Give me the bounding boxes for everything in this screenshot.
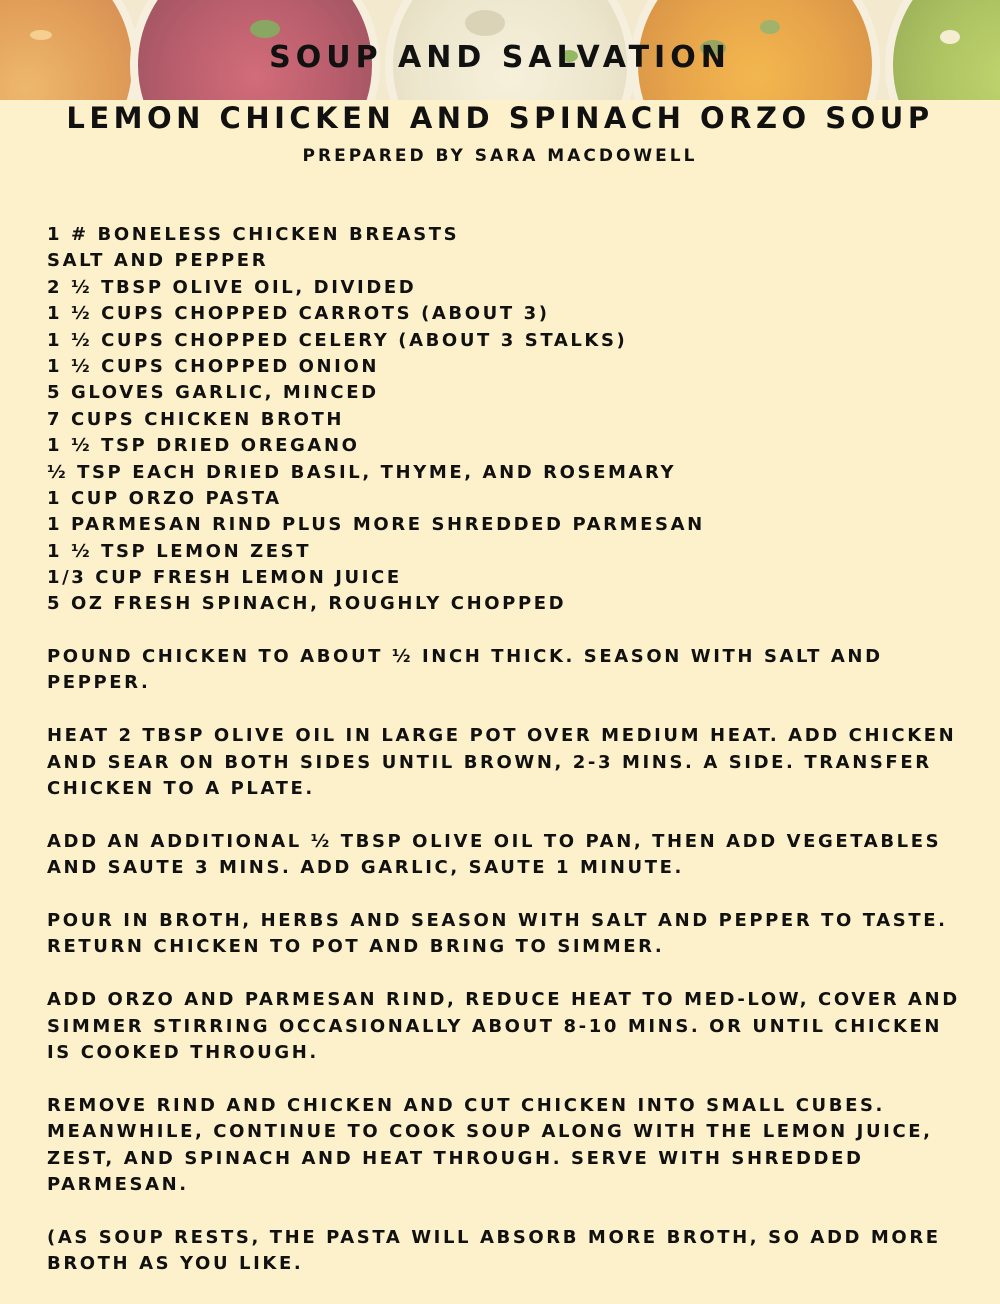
ingredient-item: 1/3 CUP FRESH LEMON JUICE xyxy=(47,567,402,589)
recipe-byline: PREPARED BY SARA MACDOWELL xyxy=(302,146,698,166)
recipe-title: LEMON CHICKEN AND SPINACH ORZO SOUP xyxy=(66,101,934,135)
ingredient-item: 1 # BONELESS CHICKEN BREASTS xyxy=(47,224,460,245)
ingredient-item: 1 PARMESAN RIND PLUS MORE SHREDDED PARMESAN xyxy=(47,514,705,536)
ingredient-item: 1 ½ CUPS CHOPPED CELERY (ABOUT 3 STALKS) xyxy=(47,329,628,351)
ingredient-item: 1 CUP ORZO PASTA xyxy=(47,487,282,509)
instruction-step: ADD AN ADDITIONAL ½ TBSP OLIVE OIL TO PAN, THEN ADD VEGETABLES AND SAUTE 3 MINS. ADD GARLIC, SAUTE 1 MINUTE. xyxy=(47,830,942,879)
ingredient-item: 1 ½ CUPS CHOPPED CARROTS (ABOUT 3) xyxy=(47,303,550,325)
ingredient-item: 1 ½ TSP DRIED OREGANO xyxy=(47,435,360,457)
ingredient-item: 1 ½ TSP LEMON ZEST xyxy=(47,540,312,562)
instruction-steps xyxy=(47,644,962,1304)
ingredient-item: 7 CUPS CHICKEN BROTH xyxy=(47,408,345,430)
ingredient-item: 2 ½ TBSP OLIVE OIL, DIVIDED xyxy=(47,276,417,298)
ingredient-item: 5 OZ FRESH SPINACH, ROUGHLY CHOPPED xyxy=(47,593,567,615)
ingredient-item: SALT AND PEPPER xyxy=(47,250,269,272)
instruction-step: (AS SOUP RESTS, THE PASTA WILL ABSORB MORE BROTH, SO ADD MORE BROTH AS YOU LIKE. xyxy=(47,1226,941,1275)
instruction-step: POUR IN BROTH, HERBS AND SEASON WITH SALT AND PEPPER TO TASTE. RETURN CHICKEN TO POT AND BRING TO SIMMER. xyxy=(47,910,948,958)
ingredient-item: ½ TSP EACH DRIED BASIL, THYME, AND ROSEMARY xyxy=(47,461,677,483)
instruction-step: POUND CHICKEN TO ABOUT ½ INCH THICK. SEASON WITH SALT AND PEPPER. xyxy=(47,646,883,694)
ingredient-list xyxy=(47,222,705,618)
ingredient-item: 1 ½ CUPS CHOPPED ONION xyxy=(47,355,380,377)
instruction-step: ADD ORZO AND PARMESAN RIND, REDUCE HEAT TO MED-LOW, COVER AND SIMMER STIRRING OCCASIONALLY ABOUT 8-10 MINS. OR UNTIL CHICKEN IS COOKED THROUGH. xyxy=(47,989,960,1064)
instruction-step: REMOVE RIND AND CHICKEN AND CUT CHICKEN INTO SMALL CUBES. MEANWHILE, CONTINUE TO COOK SOUP ALONG WITH THE LEMON JUICE, ZEST, AND SPINACH AND HEAT THROUGH. SERVE WITH SHREDDED PARMESAN. xyxy=(47,1094,933,1196)
instruction-step: HEAT 2 TBSP OLIVE OIL IN LARGE POT OVER MEDIUM HEAT. ADD CHICKEN AND SEAR ON BOTH SIDES UNTIL BROWN, 2-3 MINS. A SIDE. TRANSFER CHICKEN TO A PLATE. xyxy=(47,725,957,800)
ingredient-item: 5 GLOVES GARLIC, MINCED xyxy=(47,382,379,404)
brand-title: SOUP AND SALVATION xyxy=(269,40,731,75)
